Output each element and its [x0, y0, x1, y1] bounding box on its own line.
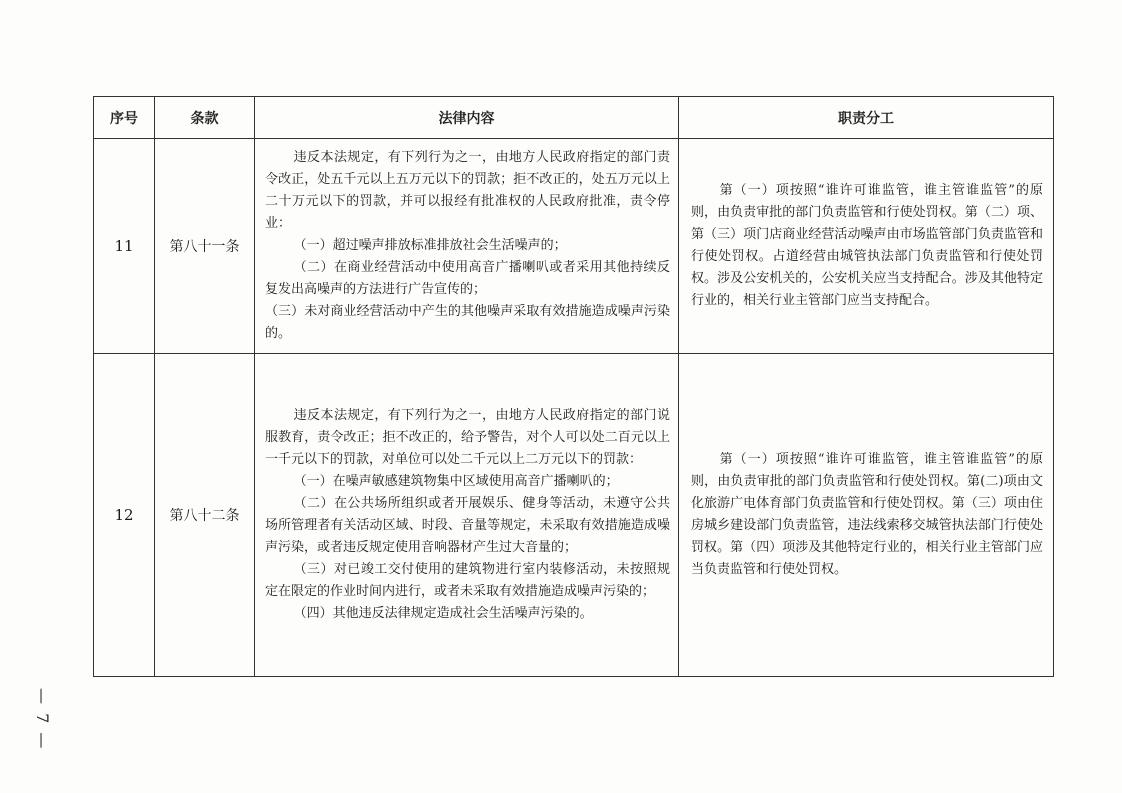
table-row [94, 139, 1054, 354]
content-item: （三）未对商业经营活动中产生的其他噪声采取有效措施造成噪声污染的。 [265, 304, 670, 341]
row-duty [679, 139, 1054, 354]
header-content: 法律内容 [255, 97, 679, 139]
content-item: （二）在公共场所组织或者开展娱乐、健身等活动，未遵守公共场所管理者有关活动区域、时段、音量等规定，未采取有效措施造成噪声污染，或者违反规定使用音响器材产生过大音量的； [265, 496, 670, 555]
page-number: — 7 — [33, 688, 52, 751]
table-row [94, 354, 1054, 677]
header-duty: 职责分工 [679, 97, 1054, 139]
row-seq: 11 [94, 139, 155, 354]
duty-text: 第（一）项按照“谁许可谁监管，谁主管谁监管”的原则，由负责审批的部门负责监管和行使处罚权。第（二）项、第（三）项门店商业经营活动噪声由市场监管部门负责监管和行使处罚权。占道经营由城管执法部门负责监管和行使处罚权。涉及公安机关的，公安机关应当支持配合。涉及其他特定行业的，相关行业主管部门应当支持配合。 [691, 183, 1043, 308]
row-content [255, 139, 679, 354]
content-item: （四）其他违反法律规定造成社会生活噪声污染的。 [293, 606, 593, 621]
content-intro: 违反本法规定，有下列行为之一，由地方人民政府指定的部门责令改正，处五千元以上五万元以下的罚款；拒不改正的，处五万元以上二十万元以下的罚款，并可以报经有批准权的人民政府批准，责令停业： [265, 150, 670, 231]
content-item: （一）在噪声敏感建筑物集中区域使用高音广播喇叭的； [293, 474, 619, 489]
row-seq: 12 [94, 354, 155, 677]
row-article: 第八十二条 [155, 354, 255, 677]
law-duty-table [93, 96, 1054, 677]
content-intro: 违反本法规定，有下列行为之一，由地方人民政府指定的部门说服教育，责令改正；拒不改正的，给予警告，对个人可以处二百元以上一千元以下的罚款，对单位可以处二千元以上二万元以下的罚款： [265, 408, 670, 467]
row-article: 第八十一条 [155, 139, 255, 354]
header-article: 条款 [155, 97, 255, 139]
content-item: （三）对已竣工交付使用的建筑物进行室内装修活动，未按照规定在限定的作业时间内进行，或者未采取有效措施造成噪声污染的； [265, 562, 670, 599]
content-item: （二）在商业经营活动中使用高音广播喇叭或者采用其他持续反复发出高噪声的方法进行广告宣传的； [265, 260, 670, 297]
header-seq: 序号 [94, 97, 155, 139]
table-header-row [94, 97, 1054, 139]
row-duty [679, 354, 1054, 677]
duty-text: 第（一）项按照“谁许可谁监管，谁主管谁监管”的原则，由负责审批的部门负责监管和行使处罚权。第(二)项由文化旅游广电体育部门负责监管和行使处罚权。第（三）项由住房城乡建设部门负责监管，违法线索移交城管执法部门行使处罚权。第（四）项涉及其他特定行业的，相关行业主管部门应当负责监管和行使处罚权。 [691, 452, 1043, 577]
row-content [255, 354, 679, 677]
content-item: （一）超过噪声排放标准排放社会生活噪声的； [293, 238, 567, 253]
